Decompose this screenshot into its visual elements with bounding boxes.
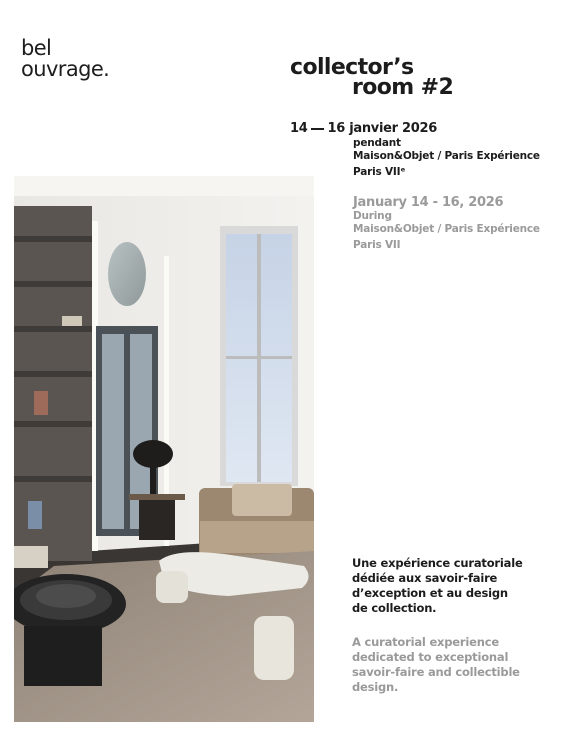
french-date-start: 14: [290, 121, 308, 136]
french-event-info: [353, 137, 540, 179]
description-english: [352, 635, 557, 695]
description-en-line: dedicated to exceptional: [352, 650, 509, 664]
french-date: [290, 121, 437, 136]
english-event: Maison&Objet / Paris Expérience: [353, 223, 540, 235]
french-event: Maison&Objet / Paris Expérience: [353, 150, 540, 162]
description-en-line: design.: [352, 680, 399, 694]
description-fr-line: d’exception et au design: [352, 586, 508, 600]
description-en-line: savoir-faire and collectible: [352, 665, 520, 679]
interior-photo: [14, 176, 314, 722]
page-title: [290, 55, 454, 100]
english-event-info: [353, 210, 540, 252]
brand-logo: [21, 38, 109, 80]
brand-line-2: ouvrage.: [21, 57, 110, 81]
english-date: January 14 - 16, 2026: [353, 195, 504, 210]
brand-line-1: bel: [21, 36, 52, 60]
description-fr-line: Une expérience curatoriale: [352, 556, 523, 570]
english-location: Paris VII: [353, 239, 401, 251]
title-line-2: room #2: [352, 75, 454, 100]
description-fr-line: de collection.: [352, 601, 437, 615]
french-during: pendant: [353, 137, 401, 149]
title-line-1: collector’s: [290, 55, 414, 80]
french-date-end: 16 janvier 2026: [327, 121, 437, 136]
french-location: Paris VIIᵉ: [353, 166, 406, 178]
description-fr-line: dédiée aux savoir-faire: [352, 571, 498, 585]
english-during: During: [353, 210, 392, 222]
description-french: [352, 556, 557, 616]
description-en-line: A curatorial experience: [352, 635, 499, 649]
date-dash: [311, 128, 324, 130]
